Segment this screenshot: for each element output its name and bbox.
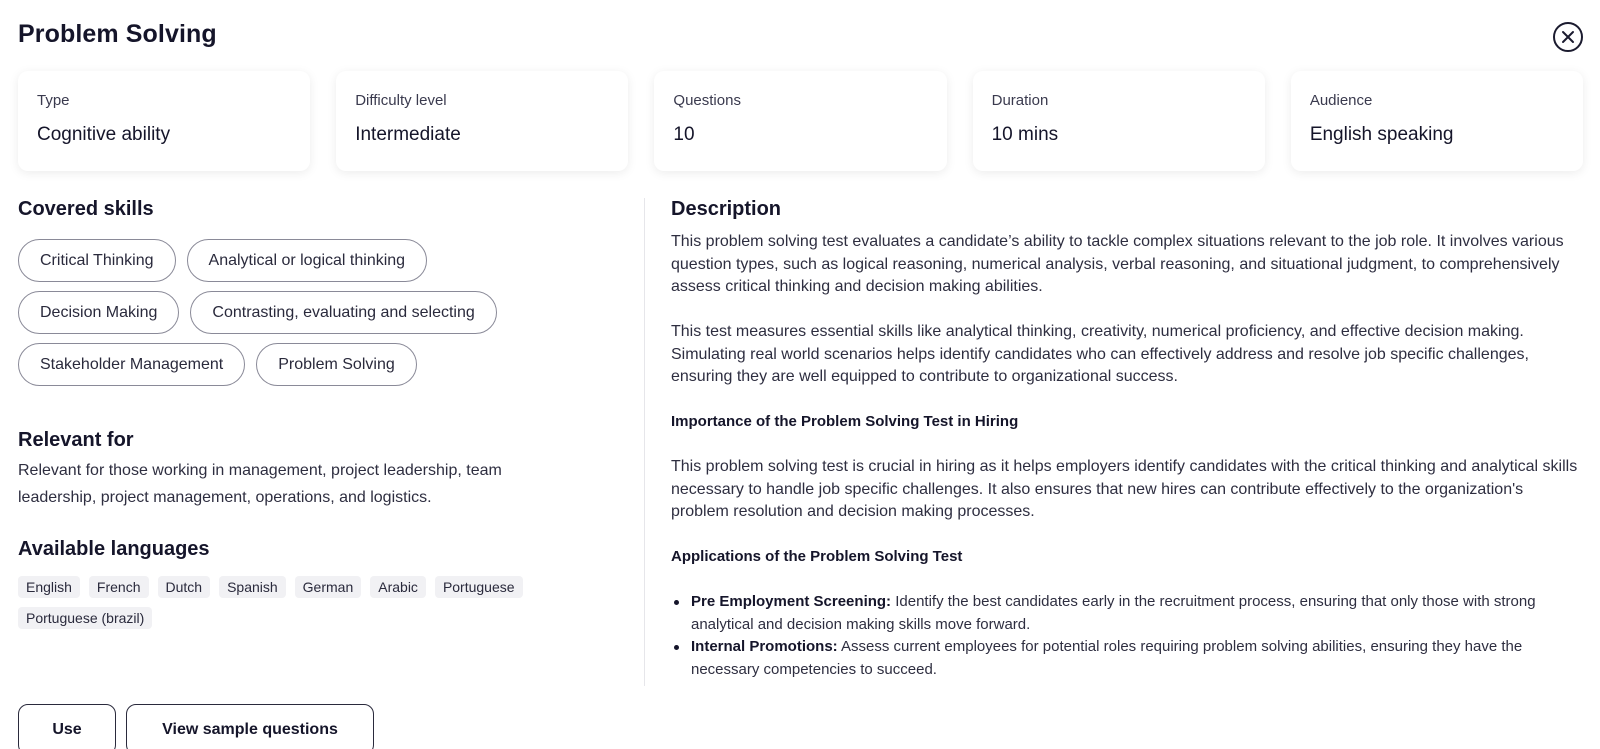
info-cards (18, 71, 1583, 171)
bullet-text: Identify the best candidates early in the recruitment process, ensuring that only those with strong analytical and decision making skills move forward. (691, 593, 1536, 633)
description-paragraph: This test measures essential skills like analytical thinking, creativity, numerical proficiency, and effective decision making. Simulating real world scenarios helps identify candidates who can effectively address and resolve job specific challenges, ensuring they are well equipped to contribute to organizational success. (671, 323, 1529, 385)
language-tag: Arabic (370, 576, 426, 598)
card-label: Audience (1309, 92, 1373, 109)
language-tag: German (295, 576, 362, 598)
description-paragraph: This problem solving test is crucial in hiring as it helps employers identify candidates with the critical thinking and analytical skills necessary to handle job specific challenges. It also ensures that new hires can contribute effectively to the organization's problem resolution and decision making processes. (671, 458, 1578, 520)
list-item (671, 636, 1583, 681)
card-type (18, 71, 310, 171)
column-divider (644, 198, 645, 686)
close-icon (1561, 30, 1575, 44)
language-tag: Spanish (219, 576, 286, 598)
card-value: 10 mins (991, 124, 1059, 145)
list-item (671, 591, 1583, 636)
card-label: Difficulty level (355, 92, 447, 109)
description-body (671, 231, 1583, 681)
card-label: Type (37, 92, 70, 109)
importance-heading: Importance of the Problem Solving Test in Hiring (671, 413, 1019, 430)
relevant-text: Relevant for those working in management, project leadership, team leadership, project management, operations, and logistics. (18, 462, 502, 506)
card-value: English speaking (1309, 124, 1454, 145)
covered-skills-heading: Covered skills (18, 198, 154, 220)
card-value: 10 (673, 124, 695, 145)
card-duration (973, 71, 1265, 171)
description-paragraph: This problem solving test evaluates a candidate’s ability to tackle complex situations relevant to the job role. It involves various question types, such as logical reasoning, numerical analysis, verbal reasoning, and situational judgment, to comprehensively assess critical thinking and decision making abilities. (671, 233, 1564, 295)
bullet-text: Assess current employees for potential roles requiring problem solving abilities, ensuring they have the necessary competencies to succeed. (691, 638, 1523, 678)
skill-pill: Contrasting, evaluating and selecting (190, 291, 496, 334)
skill-pill: Problem Solving (256, 343, 417, 386)
card-value: Intermediate (355, 124, 461, 145)
close-button[interactable] (1553, 22, 1583, 52)
language-tag: Portuguese (brazil) (18, 607, 152, 629)
card-questions (654, 71, 946, 171)
language-tag: Dutch (158, 576, 211, 598)
languages-heading: Available languages (18, 538, 210, 560)
applications-list (671, 591, 1583, 681)
view-sample-questions-button[interactable]: View sample questions (126, 704, 374, 749)
page-title: Problem Solving (18, 20, 217, 48)
skill-pill: Critical Thinking (18, 239, 176, 282)
skill-pill: Decision Making (18, 291, 179, 334)
applications-heading: Applications of the Problem Solving Test (671, 548, 963, 565)
card-label: Duration (991, 92, 1049, 109)
languages-list (18, 576, 598, 629)
language-tag: French (89, 576, 149, 598)
card-difficulty (336, 71, 628, 171)
skill-pill: Analytical or logical thinking (187, 239, 428, 282)
language-tag: English (18, 576, 80, 598)
card-value: Cognitive ability (37, 124, 171, 145)
bullet-term: Pre Employment Screening: (691, 593, 892, 610)
language-tag: Portuguese (435, 576, 523, 598)
description-heading: Description (671, 198, 782, 220)
use-button[interactable]: Use (18, 704, 116, 749)
skill-pill: Stakeholder Management (18, 343, 245, 386)
skills-list (18, 239, 618, 395)
card-audience (1291, 71, 1583, 171)
bullet-term: Internal Promotions: (691, 638, 838, 655)
relevant-heading: Relevant for (18, 429, 134, 451)
card-label: Questions (673, 92, 741, 109)
